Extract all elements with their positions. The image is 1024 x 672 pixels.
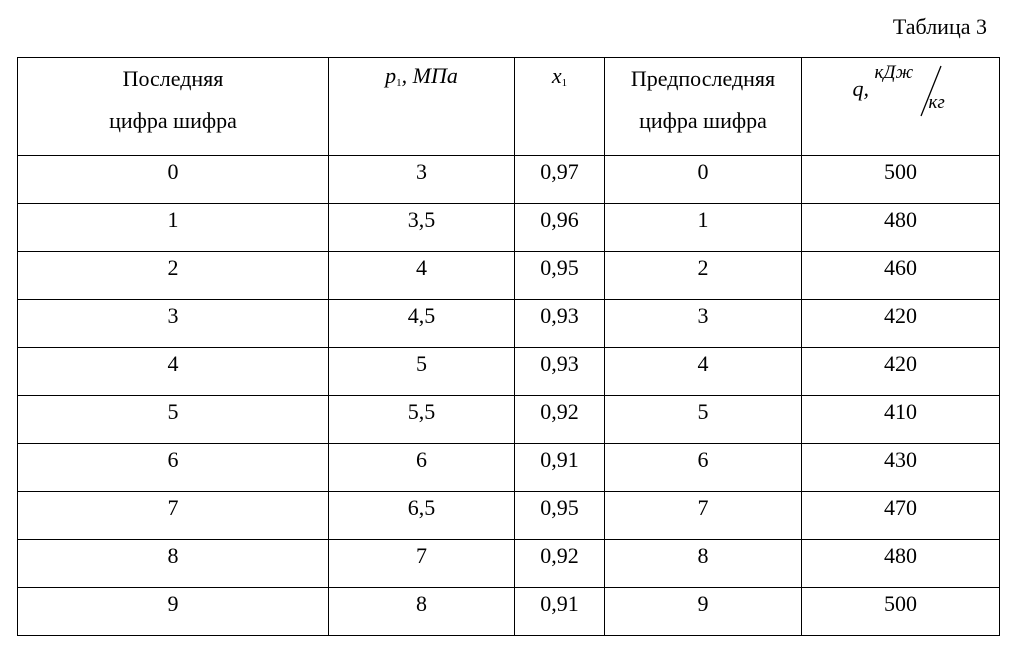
table-row <box>18 396 1000 444</box>
header-last-digit <box>18 58 329 156</box>
table-row <box>18 492 1000 540</box>
cell-prelast-digit: 1 <box>605 204 802 252</box>
cell-prelast-digit: 0 <box>605 156 802 204</box>
cell-q: 500 <box>802 156 1000 204</box>
header-prelast-digit-line2: цифра шифра <box>639 108 767 133</box>
cell-p1: 3 <box>329 156 515 204</box>
cell-prelast-digit: 9 <box>605 588 802 636</box>
cell-prelast-digit: 8 <box>605 540 802 588</box>
cell-q: 500 <box>802 588 1000 636</box>
cell-last-digit: 2 <box>18 252 329 300</box>
cell-x1: 0,92 <box>515 540 605 588</box>
cell-q: 480 <box>802 204 1000 252</box>
cell-p1: 6,5 <box>329 492 515 540</box>
table-row <box>18 204 1000 252</box>
header-q <box>802 58 1000 156</box>
header-q-unit-numerator: кДж <box>874 62 914 83</box>
table-row <box>18 300 1000 348</box>
cell-prelast-digit: 7 <box>605 492 802 540</box>
cell-x1: 0,96 <box>515 204 605 252</box>
cell-x1: 0,92 <box>515 396 605 444</box>
cell-p1: 5,5 <box>329 396 515 444</box>
cell-x1: 0,95 <box>515 492 605 540</box>
header-p1-unit: , МПа <box>401 63 458 88</box>
header-row <box>18 58 1000 156</box>
cell-p1: 4,5 <box>329 300 515 348</box>
table-row <box>18 252 1000 300</box>
cell-p1: 3,5 <box>329 204 515 252</box>
cell-x1: 0,93 <box>515 348 605 396</box>
header-p1-symbol: p <box>385 63 397 88</box>
table-row <box>18 156 1000 204</box>
cell-last-digit: 7 <box>18 492 329 540</box>
table-row <box>18 540 1000 588</box>
cell-q: 480 <box>802 540 1000 588</box>
cell-prelast-digit: 6 <box>605 444 802 492</box>
cell-last-digit: 9 <box>18 588 329 636</box>
cell-last-digit: 6 <box>18 444 329 492</box>
cell-q: 420 <box>802 300 1000 348</box>
table-row <box>18 444 1000 492</box>
header-prelast-digit-line1: Предпоследняя <box>630 66 776 91</box>
header-p1-label <box>385 58 458 99</box>
header-x1-label <box>552 58 567 99</box>
cell-last-digit: 1 <box>18 204 329 252</box>
table-row <box>18 588 1000 636</box>
cell-x1: 0,91 <box>515 588 605 636</box>
header-q-unit-denominator: кг <box>928 92 945 113</box>
cell-q: 410 <box>802 396 1000 444</box>
cell-p1: 6 <box>329 444 515 492</box>
cell-prelast-digit: 4 <box>605 348 802 396</box>
header-q-symbol: q, <box>852 76 869 101</box>
header-x1 <box>515 58 605 156</box>
cell-p1: 4 <box>329 252 515 300</box>
header-last-digit-line2: цифра шифра <box>109 108 237 133</box>
cell-q: 470 <box>802 492 1000 540</box>
cell-prelast-digit: 5 <box>605 396 802 444</box>
header-q-formula <box>841 62 961 122</box>
header-last-digit-line1: Последняя <box>122 66 224 91</box>
cell-x1: 0,97 <box>515 156 605 204</box>
table-caption: Таблица 3 <box>892 14 987 39</box>
table-row <box>18 348 1000 396</box>
data-table <box>17 57 1000 636</box>
cell-last-digit: 5 <box>18 396 329 444</box>
header-p1-subscript: 1 <box>396 77 402 89</box>
cell-last-digit: 3 <box>18 300 329 348</box>
cell-prelast-digit: 3 <box>605 300 802 348</box>
cell-last-digit: 4 <box>18 348 329 396</box>
header-x1-symbol: x <box>551 63 562 88</box>
cell-q: 420 <box>802 348 1000 396</box>
header-x1-subscript: 1 <box>561 77 568 89</box>
cell-p1: 5 <box>329 348 515 396</box>
cell-last-digit: 8 <box>18 540 329 588</box>
cell-x1: 0,93 <box>515 300 605 348</box>
cell-x1: 0,91 <box>515 444 605 492</box>
cell-x1: 0,95 <box>515 252 605 300</box>
cell-p1: 8 <box>329 588 515 636</box>
header-p1 <box>329 58 515 156</box>
cell-prelast-digit: 2 <box>605 252 802 300</box>
header-prelast-digit <box>605 58 802 156</box>
cell-q: 430 <box>802 444 1000 492</box>
cell-q: 460 <box>802 252 1000 300</box>
cell-last-digit: 0 <box>18 156 329 204</box>
cell-p1: 7 <box>329 540 515 588</box>
